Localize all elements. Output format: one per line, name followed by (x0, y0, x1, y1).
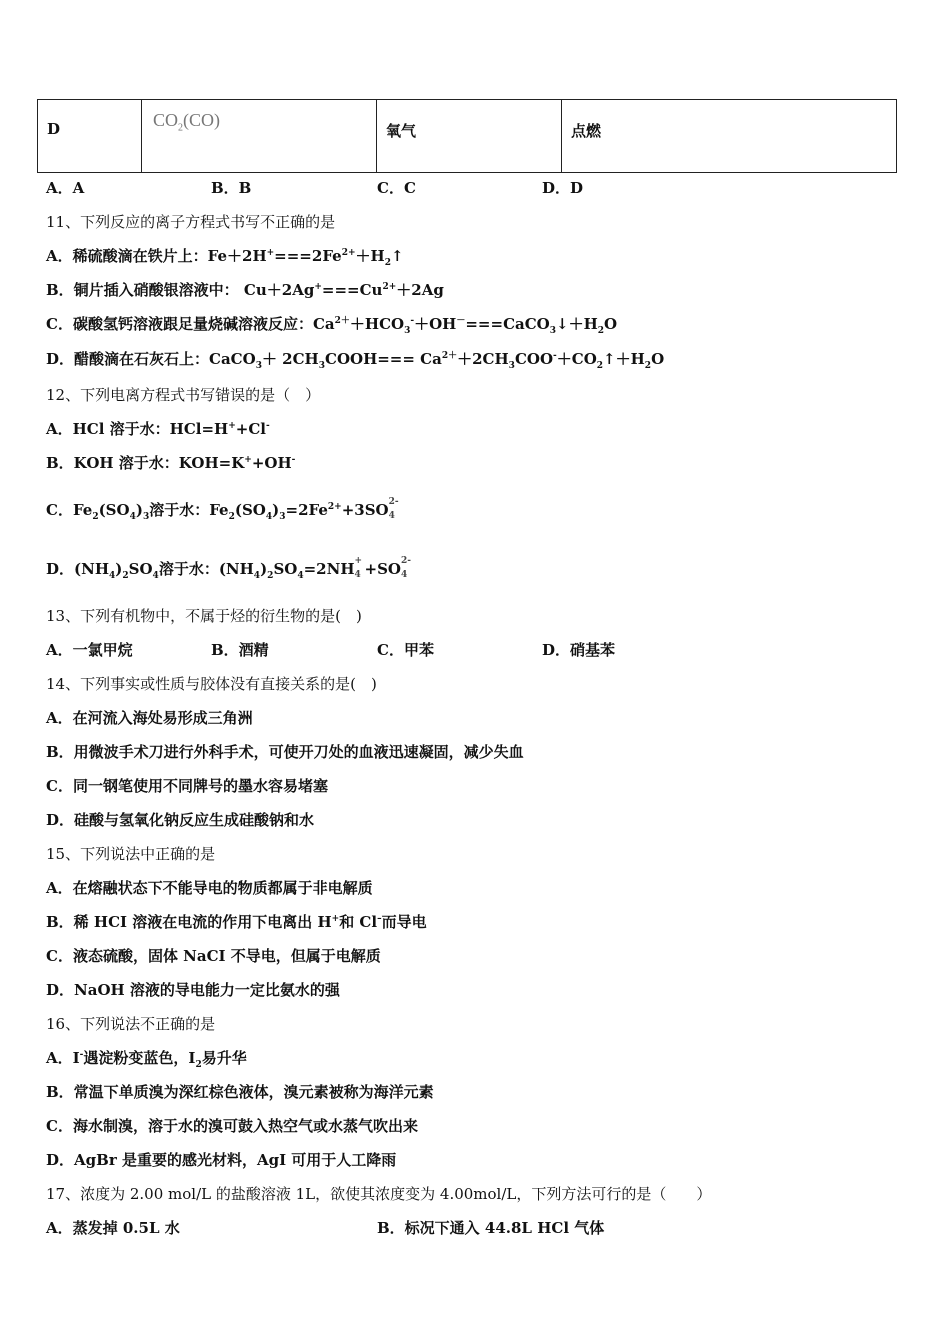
q13-option-b: B．酒精 (211, 641, 269, 659)
table-cell-label: D (38, 100, 142, 173)
q15-stem: 15、下列说法中正确的是 (46, 845, 216, 863)
q16-option-d: D．AgBr 是重要的感光材料，AgI 可用于人工降雨 (46, 1151, 397, 1169)
q12-stem: 12、下列电离方程式书写错误的是（ ） (46, 386, 321, 404)
q12-option-d: D．$(NH_4)_2SO_4$溶于水：$(NH_4)_2SO_4=2NH$ + 4 +SO 2- 4 (46, 556, 411, 581)
q10-option-a: A．A (46, 179, 85, 197)
q12-option-b: B．KOH 溶于水：KOH=K++OH- (46, 454, 296, 472)
q14-option-c: C．同一钢笔使用不同牌号的墨水容易堵塞 (46, 777, 328, 795)
q16-option-a: A．I-遇淀粉变蓝色，$I_2$易升华 (46, 1049, 247, 1070)
q16-stem: 16、下列说法不正确的是 (46, 1015, 216, 1033)
q12-option-a: A．HCl 溶于水：HCl=H++Cl- (46, 420, 270, 438)
table-row (38, 100, 897, 173)
q14-option-d: D．硅酸与氢氧化钠反应生成硅酸钠和水 (46, 811, 315, 829)
q10-option-d: D．D (542, 179, 584, 197)
q17-option-a: A．蒸发掉 0.5L 水 (46, 1219, 180, 1237)
q15-option-c: C．液态硫酸，固体 NaCI 不导电，但属于电解质 (46, 947, 381, 965)
formula-co2-co: $CO_2(CO)$ (153, 110, 221, 134)
q14-option-a: A．在河流入海处易形成三角洲 (46, 709, 253, 727)
q11-option-b: B．铜片插入硝酸银溶液中： $Cu+2Ag^+===Cu^{2+}+2Ag$ (46, 281, 444, 299)
q17-option-b: B．标况下通入 44.8L HCl 气体 (377, 1219, 605, 1237)
q14-stem: 14、下列事实或性质与胶体没有直接关系的是( ) (46, 675, 377, 693)
table-cell-substance (142, 100, 377, 173)
options-table (37, 99, 897, 173)
q13-option-c: C．甲苯 (377, 641, 434, 659)
q15-option-d: D．NaOH 溶液的导电能力一定比氨水的强 (46, 981, 340, 999)
q10-option-b: B．B (211, 179, 252, 197)
q11-option-c: C．碳酸氢钙溶液跟足量烧碱溶液反应：$Ca^{2+}+HCO_3^-+OH^-===CaCO_3↓+H_2O$ (46, 315, 618, 336)
q11-option-d: D．醋酸滴在石灰石上：CaCO$_3$＋ $2CH_3COOH===$ $Ca^{2+}+2CH_3COO^-+CO_2↑+H_2O$ (46, 350, 665, 371)
q16-option-b: B．常温下单质溴为深红棕色液体，溴元素被称为海洋元素 (46, 1083, 434, 1101)
table-cell-reagent: 氧气 (377, 100, 562, 173)
q13-option-d: D．硝基苯 (542, 641, 616, 659)
q15-option-a: A．在熔融状态下不能导电的物质都属于非电解质 (46, 879, 373, 897)
q10-option-c: C．C (377, 179, 416, 197)
q13-stem: 13、下列有机物中，不属于烃的衍生物的是( ) (46, 607, 362, 625)
q11-option-a: A．稀硫酸滴在铁片上：$Fe+2H^+===2Fe^{2+}+H_2↑$ (46, 247, 404, 268)
q16-option-c: C．海水制溴，溶于水的溴可鼓入热空气或水蒸气吹出来 (46, 1117, 418, 1135)
q12-option-c: C．$Fe_2(SO_4)_3$溶于水：$Fe_2(SO_4)_3=2Fe^{2+}+3SO$ 2- 4 (46, 497, 399, 522)
q17-stem: 17、浓度为 2.00 mol/L 的盐酸溶液 1L，欲使其浓度变为 4.00mol/L，下列方法可行的是（ ） (46, 1185, 712, 1203)
q14-option-b: B．用微波手术刀进行外科手术，可使开刀处的血液迅速凝固，减少失血 (46, 743, 524, 761)
q15-option-b: B．稀 HCI 溶液在电流的作用下电离出 H+和 Cl–而导电 (46, 913, 427, 931)
table-cell-method: 点燃 (562, 100, 897, 173)
q11-stem: 11、下列反应的离子方程式书写不正确的是 (46, 213, 336, 231)
q13-option-a: A．一氯甲烷 (46, 641, 133, 659)
